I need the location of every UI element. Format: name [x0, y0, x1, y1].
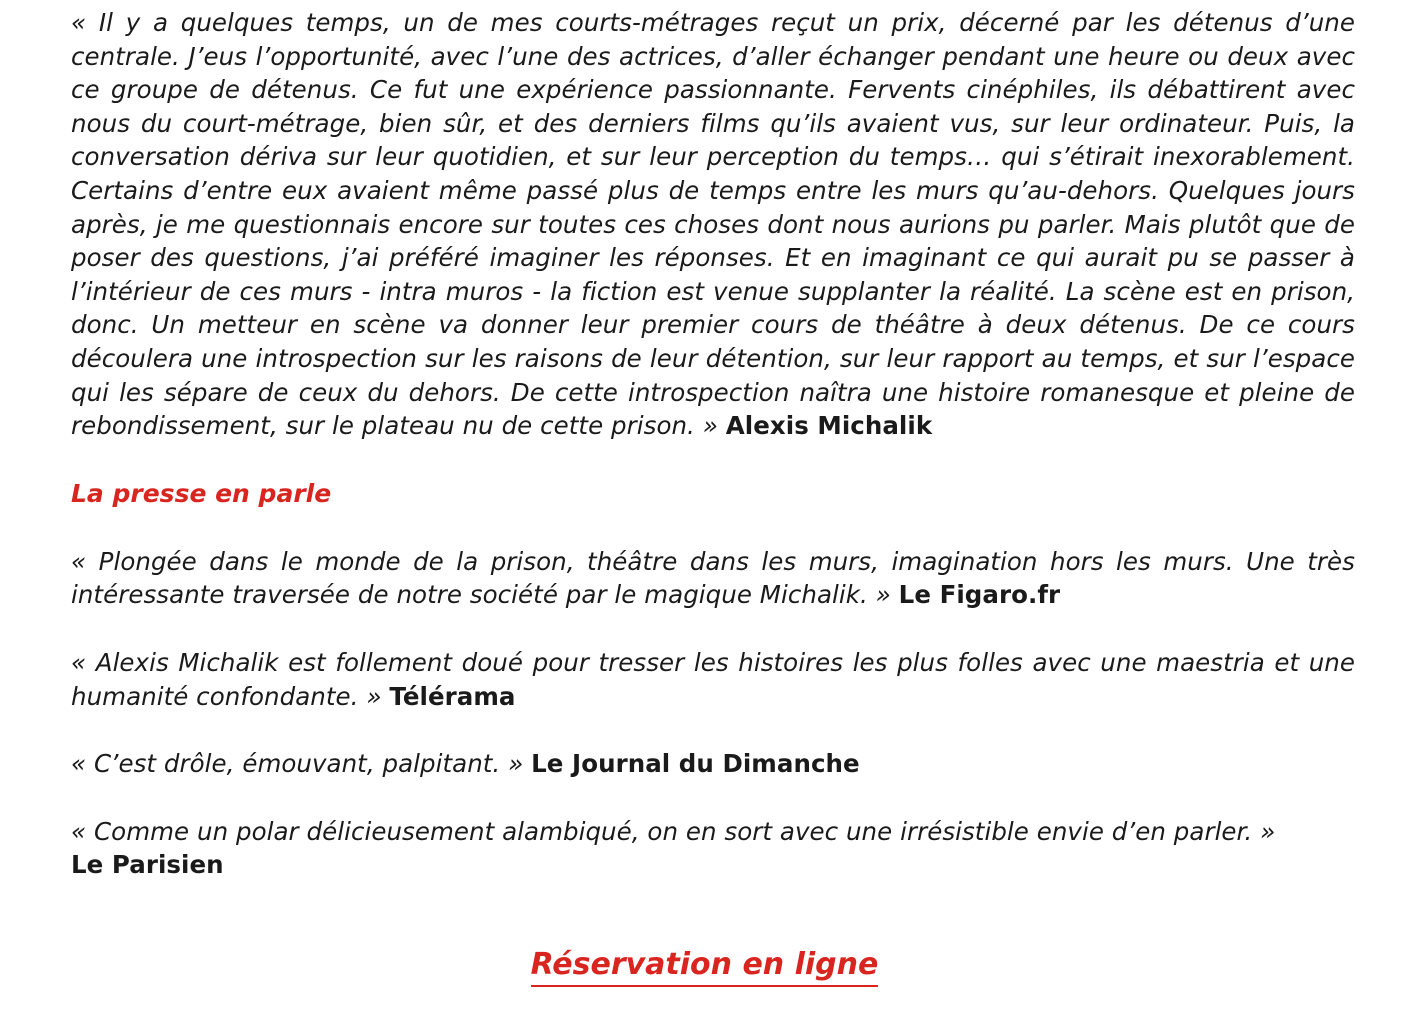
online-reservation-link[interactable]: Réservation en ligne	[531, 945, 879, 987]
article-body	[71, 6, 1355, 882]
spacer	[71, 612, 1355, 646]
press-section-title: La presse en parle	[71, 478, 332, 508]
press-review	[71, 545, 1355, 612]
director-quote	[71, 6, 1355, 443]
press-review-quote: « Alexis Michalik est follement doué pour tresser les histoires les plus folles avec une maestria et une humanité confondante. »	[71, 647, 1355, 711]
spacer	[71, 781, 1355, 815]
press-review	[71, 747, 1355, 781]
press-review	[71, 815, 1355, 882]
press-review-quote: « C’est drôle, émouvant, palpitant. »	[71, 749, 524, 779]
press-review-source: Le Journal du Dimanche	[531, 749, 860, 779]
director-quote-author: Alexis Michalik	[725, 411, 933, 441]
press-review-quote: « Plongée dans le monde de la prison, théâtre dans les murs, imagination hors les murs. Une très intéressante traversée de notre société par le magique Michalik. »	[71, 546, 1355, 610]
press-review-source: Le Parisien	[71, 850, 224, 880]
reservation-container	[0, 945, 1409, 987]
director-quote-text: « Il y a quelques temps, un de mes courts-métrages reçut un prix, décerné par les détenus d’une centrale. J’eus l’opportunité, avec l’une des actrices, d’aller échanger pendant une heure ou deux avec ce groupe de détenus. Ce fut une expérience passionnante. Fervents cinéphiles, ils débattirent avec nous du court-métrage, bien sûr, et des derniers films qu’ils avaient vus, sur leur ordinateur. Puis, la conversation dériva sur leur quotidien, et sur leur perception du temps… qui s’étirait inexorablement. Certains d’entre eux avaient même passé plus de temps entre les murs qu’au-dehors. Quelques jours après, je me questionnais encore sur toutes ces choses dont nous aurions pu parler. Mais plutôt que de poser des questions, j’ai préféré imaginer les réponses. Et en imaginant ce qui aurait pu se passer à l’intérieur de ces murs - intra muros - la fiction est venue supplanter la réalité. La scène est en prison, donc. Un metteur en scène va donner leur premier cours de théâtre à deux détenus. De ce cours découlera une introspection sur les raisons de leur détention, sur leur rapport au temps, et sur l’espace qui les sépare de ceux du dehors. De cette introspection naîtra une histoire romanesque et pleine de rebondissement, sur le plateau nu de cette prison. »	[71, 8, 1355, 441]
press-review-source: Le Figaro.fr	[898, 580, 1061, 610]
press-review-quote: « Comme un polar délicieusement alambiqué, on en sort avec une irrésistible envie d’en parler. »	[71, 816, 1276, 846]
press-review-source: Télérama	[389, 681, 516, 711]
press-review	[71, 646, 1355, 713]
spacer	[71, 713, 1355, 747]
